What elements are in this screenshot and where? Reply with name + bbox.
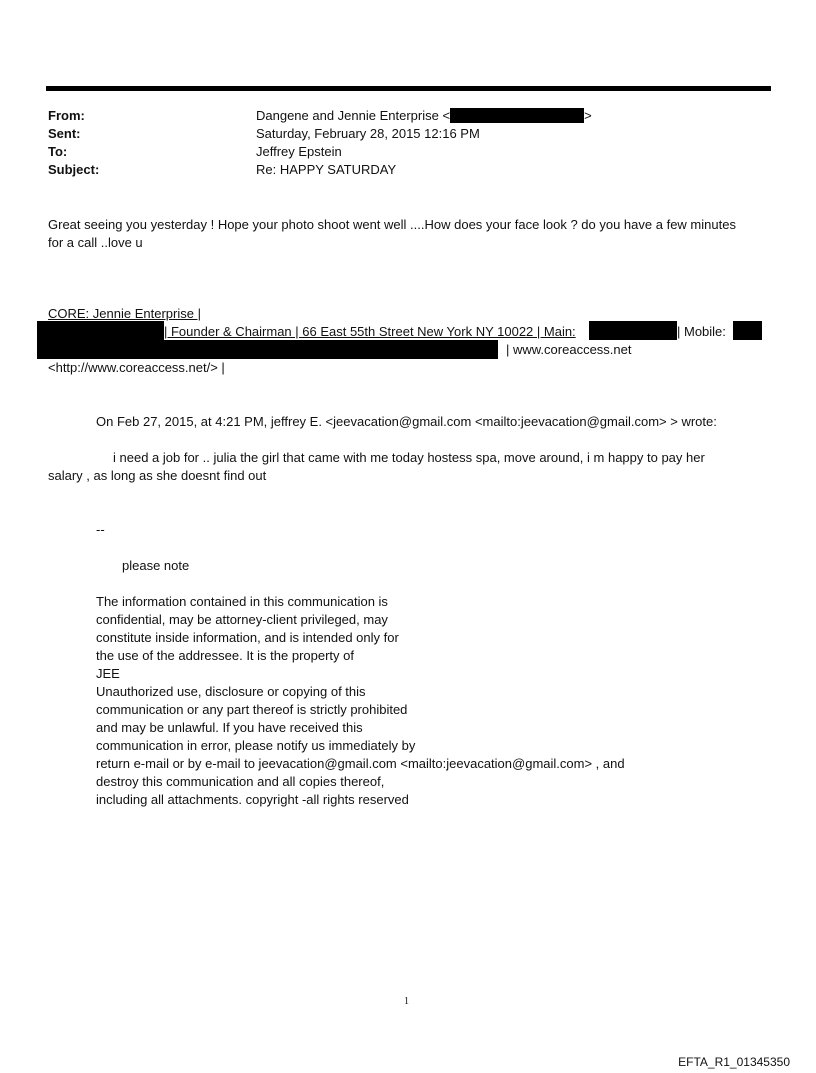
disclaimer-line: communication in error, please notify us immediately by xyxy=(96,738,416,753)
subject-value: Re: HAPPY SATURDAY xyxy=(256,162,397,177)
disclaimer-line: and may be unlawful. If you have received this xyxy=(96,720,363,735)
disclaimer-line: confidential, may be attorney-client privileged, may xyxy=(96,612,388,627)
disclaimer-line: The information contained in this communication is xyxy=(96,594,388,609)
page-number: 1 xyxy=(404,996,409,1007)
disclaimer-line: Unauthorized use, disclosure or copying of this xyxy=(96,684,366,699)
signature-mobile: | Mobile: xyxy=(677,324,726,339)
redaction-block xyxy=(450,108,584,123)
quoted-message-line-2: salary , as long as she doesnt find out xyxy=(48,468,267,483)
subject-label: Subject: xyxy=(48,162,100,177)
header-rule xyxy=(46,86,771,91)
disclaimer-line: constitute inside information, and is intended only for xyxy=(96,630,399,645)
body-line-1: Great seeing you yesterday ! Hope your photo shoot went well ....How does your face look ? do you have a few minutes xyxy=(48,217,736,232)
sent-value: Saturday, February 28, 2015 12:16 PM xyxy=(256,126,480,141)
body-line-2: for a call ..love u xyxy=(48,235,143,250)
signature-line-1: CORE: Jennie Enterprise | xyxy=(48,306,201,321)
from-label: From: xyxy=(48,108,85,123)
bates-number: EFTA_R1_01345350 xyxy=(678,1055,790,1069)
quoted-intro: On Feb 27, 2015, at 4:21 PM, jeffrey E. <jeevacation@gmail.com <mailto:jeevacation@gmail.com> > wrote: xyxy=(96,414,717,429)
disclaimer-line: including all attachments. copyright -all rights reserved xyxy=(96,792,409,807)
to-label: To: xyxy=(48,144,68,159)
signature-line-2: | Founder & Chairman | 66 East 55th Street New York NY 10022 | Main: xyxy=(164,324,576,339)
sent-label: Sent: xyxy=(48,126,81,141)
to-value: Jeffrey Epstein xyxy=(256,144,342,159)
quoted-message-line-1: i need a job for .. julia the girl that came with me today hostess spa, move around, i m happy to pay her xyxy=(113,450,705,465)
from-value xyxy=(256,107,592,125)
redaction-block xyxy=(37,321,164,340)
disclaimer-line: JEE xyxy=(96,666,120,681)
signature-website: | www.coreaccess.net xyxy=(506,342,632,357)
disclaimer-line: destroy this communication and all copies thereof, xyxy=(96,774,385,789)
signature-dashes: -- xyxy=(96,522,105,537)
redaction-block xyxy=(733,321,762,340)
disclaimer-line: return e-mail or by e-mail to jeevacation@gmail.com <mailto:jeevacation@gmail.com> , and xyxy=(96,756,625,771)
signature-url: <http://www.coreaccess.net/> | xyxy=(48,360,225,375)
from-name: Dangene and Jennie Enterprise < xyxy=(256,108,451,123)
redaction-block xyxy=(37,340,498,359)
please-note: please note xyxy=(122,558,190,573)
disclaimer-line: communication or any part thereof is strictly prohibited xyxy=(96,702,408,717)
redaction-block xyxy=(589,321,677,340)
disclaimer-line: the use of the addressee. It is the property of xyxy=(96,648,354,663)
from-close: > xyxy=(584,108,592,123)
